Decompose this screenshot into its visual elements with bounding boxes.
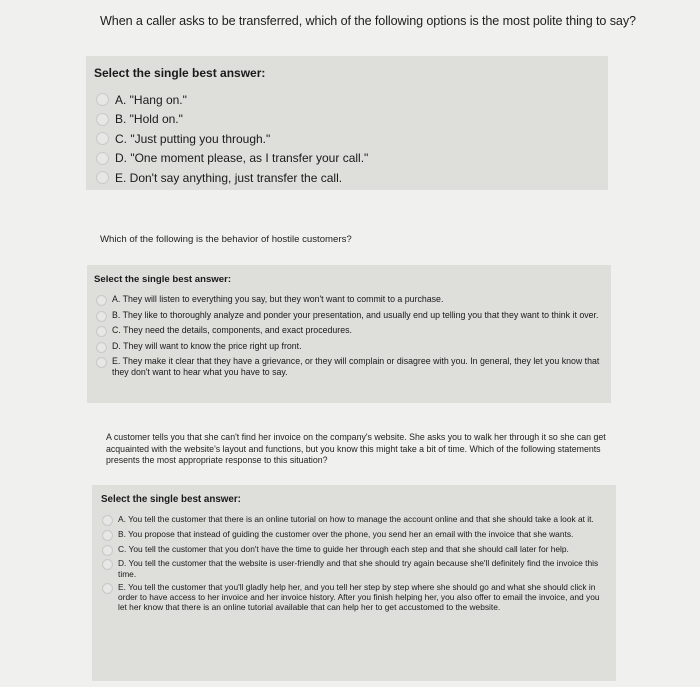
question-3-option-a[interactable]	[102, 514, 607, 526]
option-label: E. Don't say anything, just transfer the call.	[115, 170, 343, 185]
radio-button[interactable]	[102, 583, 113, 594]
question-1-instruction: Select the single best answer:	[94, 66, 266, 80]
question-1-option-e[interactable]	[96, 168, 368, 188]
radio-button[interactable]	[102, 559, 113, 570]
question-1-text: When a caller asks to be transferred, which of the following options is the most polite thing to say?	[100, 14, 636, 28]
option-label: B. You propose that instead of guiding the customer over the phone, you send her an email with the invoice that she wants.	[118, 528, 574, 539]
option-label: D. You tell the customer that the website is user-friendly and that she should try again because she'll definitely find the invoice this time.	[118, 558, 599, 579]
option-label: D. "One moment please, as I transfer your call."	[115, 151, 369, 166]
question-2-option-c[interactable]	[96, 325, 601, 337]
question-3-option-e[interactable]	[102, 582, 607, 613]
question-2-option-a[interactable]	[96, 294, 601, 306]
option-label: A. You tell the customer that there is an online tutorial on how to manage the account online and that she should take a look at it.	[118, 514, 594, 524]
option-label: A. They will listen to everything you say, but they won't want to commit to a purchase.	[112, 294, 444, 304]
option-label: C. They need the details, components, and exact procedures.	[112, 325, 352, 336]
question-2-options	[96, 294, 601, 381]
option-label: B. "Hold on."	[115, 112, 183, 127]
option-label: A. "Hang on."	[115, 92, 187, 107]
question-2-answer-panel	[87, 265, 611, 403]
radio-button[interactable]	[96, 357, 107, 368]
radio-button[interactable]	[96, 326, 107, 337]
question-2-option-d[interactable]	[96, 341, 601, 353]
question-3-option-b[interactable]	[102, 529, 607, 541]
question-3-answer-panel	[92, 485, 616, 681]
option-label: C. You tell the customer that you don't have the time to guide her through each step and that she should call later for help.	[118, 543, 569, 554]
question-3-instruction: Select the single best answer:	[101, 494, 241, 505]
radio-button[interactable]	[96, 311, 107, 322]
option-label: D. They will want to know the price right up front.	[112, 340, 302, 351]
radio-button[interactable]	[96, 171, 109, 184]
question-3-text: A customer tells you that she can't find her invoice on the company's website. She asks you to walk her through it so she can get acquainted with the website's layout and functions, but you know this might take a bit of time. Which of the following statements presents the most appropriate response to this situation?	[106, 432, 606, 466]
question-1-option-a[interactable]	[96, 90, 368, 110]
radio-button[interactable]	[96, 342, 107, 353]
radio-button[interactable]	[96, 152, 109, 165]
question-3-option-c[interactable]	[102, 544, 607, 556]
question-2-text: Which of the following is the behavior of hostile customers?	[100, 234, 352, 245]
radio-button[interactable]	[102, 515, 113, 526]
radio-button[interactable]	[102, 545, 113, 556]
option-label: C. "Just putting you through."	[115, 131, 271, 146]
question-2-option-e[interactable]	[96, 356, 601, 377]
question-1-option-b[interactable]	[96, 110, 368, 130]
option-label: E. They make it clear that they have a grievance, or they will complain or disagree with you. In general, they let you know that they don't want to hear what you have to say.	[112, 356, 600, 377]
question-1-option-d[interactable]	[96, 149, 368, 169]
question-1-options	[96, 90, 368, 188]
radio-button[interactable]	[102, 530, 113, 541]
radio-button[interactable]	[96, 295, 107, 306]
question-2-option-b[interactable]	[96, 310, 601, 322]
option-label: E. You tell the customer that you'll gladly help her, and you tell her step by step where she should go and what she should click in order to have access to her invoice and her invoice history. After you finish helping her, you also offer to email the invoice, and you let her know that there is an online tutorial available that can help her to get accustomed to the website.	[118, 581, 600, 613]
option-label: B. They like to thoroughly analyze and ponder your presentation, and usually end up telling you that they want to think it over.	[112, 309, 599, 320]
question-1-option-c[interactable]	[96, 129, 368, 149]
radio-button[interactable]	[96, 93, 109, 106]
question-3-options	[102, 514, 607, 615]
question-2-instruction: Select the single best answer:	[94, 274, 232, 285]
radio-button[interactable]	[96, 132, 109, 145]
radio-button[interactable]	[96, 113, 109, 126]
question-1-answer-panel	[86, 56, 608, 190]
question-3-option-d[interactable]	[102, 558, 607, 579]
